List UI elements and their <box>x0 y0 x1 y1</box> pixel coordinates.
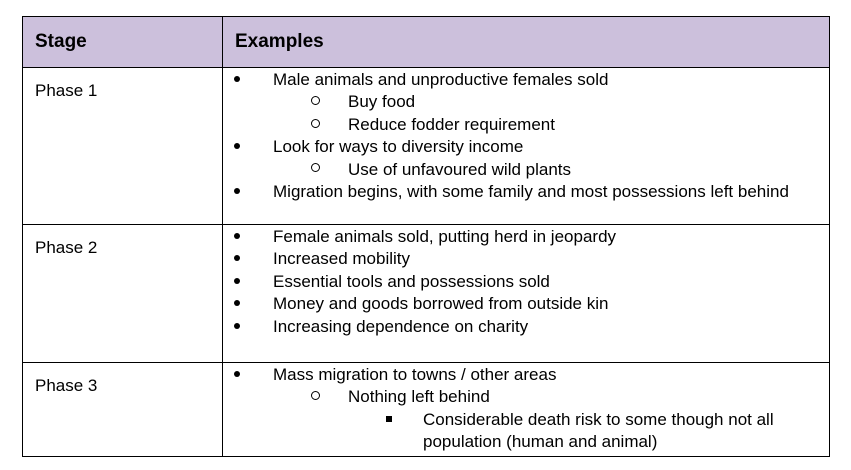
header-examples <box>223 17 830 68</box>
bullet-icon <box>234 316 240 338</box>
list-item-text: Migration begins, with some family and most possessions left behind <box>273 182 789 202</box>
stage-label: Phase 1 <box>35 81 98 100</box>
list-item <box>223 181 829 203</box>
stage-cell <box>23 225 223 363</box>
list-item-text: Mass migration to towns / other areas <box>273 365 557 384</box>
bullet-icon <box>234 69 240 91</box>
stage-cell <box>23 68 223 225</box>
examples-list <box>223 363 829 456</box>
stage-label: Phase 3 <box>35 376 98 395</box>
bullet-icon <box>234 136 240 158</box>
list-item <box>223 91 829 113</box>
list-item-text: Essential tools and possessions sold <box>273 271 550 291</box>
examples-cell <box>223 68 830 225</box>
list-item-text: Increasing dependence on charity <box>273 316 529 336</box>
header-examples-label: Examples <box>235 31 324 52</box>
stage-label: Phase 2 <box>35 238 98 257</box>
table-row-phase-1 <box>23 68 830 225</box>
list-item <box>223 271 829 293</box>
table-row-phase-3 <box>23 363 830 457</box>
list-item <box>223 226 829 248</box>
stages-table <box>22 16 830 457</box>
list-item-text: Reduce fodder requirement <box>348 114 555 134</box>
list-item-text: Increased mobility <box>273 249 411 269</box>
bullet-icon <box>234 226 240 248</box>
circle-bullet-icon <box>311 159 320 181</box>
circle-bullet-icon <box>311 386 320 408</box>
header-stage <box>23 17 223 68</box>
examples-cell <box>223 225 830 363</box>
list-item <box>223 114 829 136</box>
bullet-icon <box>234 181 240 203</box>
list-item <box>223 293 829 315</box>
table-header-row <box>23 17 830 68</box>
bullet-icon <box>234 248 240 270</box>
list-item-text: Female animals sold, putting herd in jeopardy <box>273 227 617 246</box>
list-item <box>223 248 829 270</box>
list-item <box>223 159 829 181</box>
list-item-text: Male animals and unproductive females sold <box>273 70 609 89</box>
examples-cell <box>223 363 830 457</box>
circle-bullet-icon <box>311 114 320 136</box>
list-item-text: Use of unfavoured wild plants <box>348 159 572 179</box>
list-item-text: Nothing left behind <box>348 387 490 407</box>
bullet-icon <box>234 271 240 293</box>
examples-list <box>223 225 829 340</box>
list-item <box>223 136 829 158</box>
examples-list <box>223 68 829 205</box>
header-stage-label: Stage <box>35 31 87 52</box>
list-item <box>223 69 829 91</box>
bullet-icon <box>234 293 240 315</box>
circle-bullet-icon <box>311 91 320 113</box>
list-item-text: Considerable death risk to some though not all population (human and animal) <box>423 409 774 452</box>
list-item-text: Money and goods borrowed from outside kin <box>273 294 609 314</box>
list-item-text: Look for ways to diversity income <box>273 137 524 157</box>
list-item <box>223 316 829 338</box>
stage-cell <box>23 363 223 457</box>
list-item <box>223 364 829 386</box>
list-item <box>223 386 829 408</box>
list-item <box>223 409 829 454</box>
square-bullet-icon <box>386 409 392 431</box>
table-row-phase-2 <box>23 225 830 363</box>
bullet-icon <box>234 364 240 386</box>
list-item-text: Buy food <box>348 92 416 112</box>
